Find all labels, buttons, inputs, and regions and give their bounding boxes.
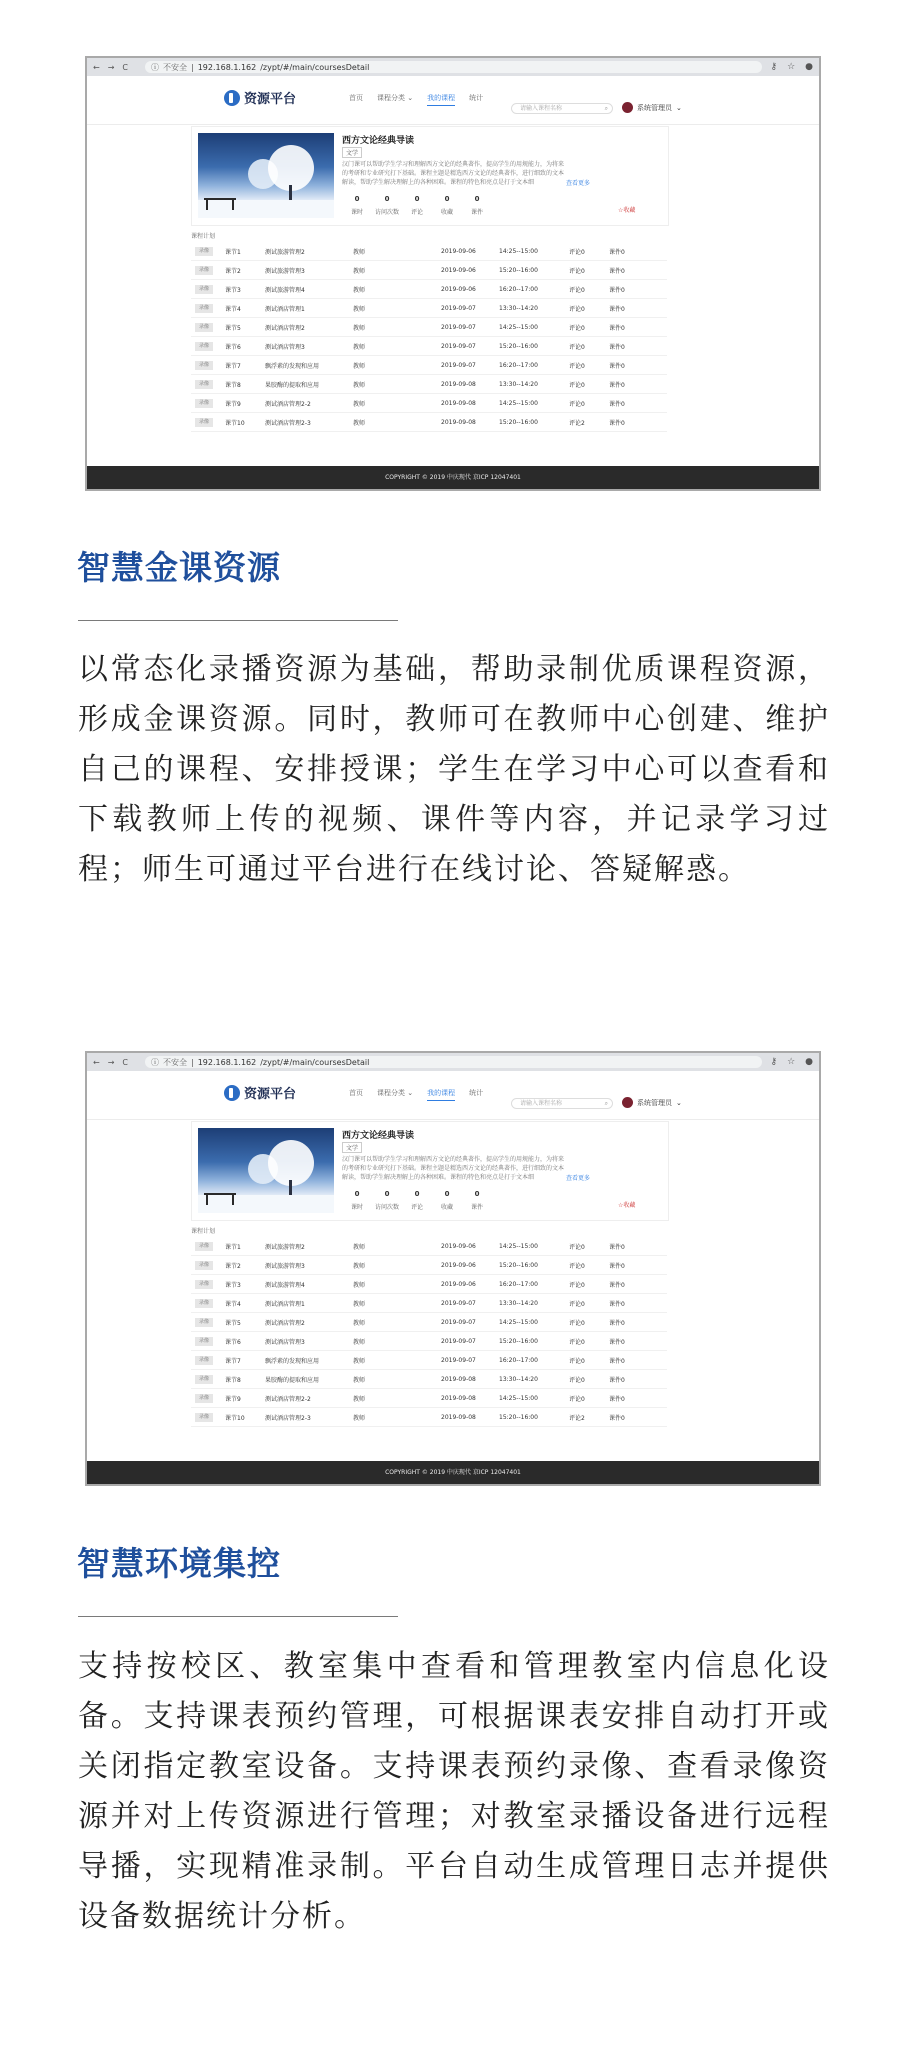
stat-visits: 0 访问次数 [374,1190,399,1211]
table-row[interactable]: 录像 课节1 测试旅游管理2 教师 2019-09-06 14:25--15:00 评论0 课件0 [191,1237,667,1256]
screenshot-1 [85,56,821,491]
info-icon: ⓘ [151,62,159,72]
url-host: 192.168.1.162 [197,1057,257,1067]
nav-home[interactable]: 首页 [349,94,363,102]
course-title: 西方文论经典导读 [342,1131,415,1141]
table-row[interactable]: 录像 课节4 测试酒店管理1 教师 2019-09-07 13:30--14:20 评论0 课件0 [191,299,667,318]
back-icon[interactable]: ← [93,62,100,72]
search-icon[interactable]: ⌕ [604,105,608,112]
stat-materials: 0 课件 [470,1190,483,1211]
user-name: 系统管理员 [637,103,672,112]
stat-favorites: 0 收藏 [440,195,453,216]
user-name: 系统管理员 [637,1098,672,1107]
address-bar[interactable] [145,1056,762,1068]
separator: | [191,62,194,72]
course-card [191,1121,669,1221]
nav-stats[interactable]: 统计 [469,94,484,102]
chevron-down-icon: ⌄ [676,1098,682,1107]
nav-stats[interactable]: 统计 [469,1089,484,1097]
section-heading-1: 智慧金课资源 [77,548,281,587]
insecure-label: 不安全 [163,62,187,72]
insecure-label: 不安全 [163,1057,187,1067]
course-cover-image[interactable] [198,1128,334,1213]
screenshot-2 [85,1051,821,1486]
url-path: /zypt/#/main/coursesDetail [260,62,370,72]
course-tag: 文学 [342,1142,362,1153]
site-footer: COPYRIGHT © 2019 中庆现代 京ICP 12047401 [87,466,819,489]
logo-icon [224,1085,240,1101]
star-icon[interactable]: ☆ [787,62,796,72]
search-icon[interactable]: ⌕ [604,1100,608,1107]
section-body-1: 以常态化录播资源为基础，帮助录制优质课程资源，形成金课资源。同时，教师可在教师中心创建、维护自己的课程、安排授课；学生在学习中心可以查看和下载教师上传的视频、课件等内容，并记录学习过程；师生可通过平台进行在线讨论、答疑解惑。 [78,652,830,887]
chevron-down-icon: ⌄ [676,103,682,112]
more-link[interactable]: 查看更多 [566,1175,591,1182]
address-bar[interactable] [145,61,762,73]
table-row[interactable]: 录像 课节5 测试酒店管理2 教师 2019-09-07 14:25--15:00 评论0 课件0 [191,1313,667,1332]
reload-icon[interactable]: C [122,62,128,72]
url-path: /zypt/#/main/coursesDetail [260,1057,370,1067]
table-row[interactable]: 录像 课节1 测试旅游管理2 教师 2019-09-06 14:25--15:00 评论0 课件0 [191,242,667,261]
star-icon[interactable]: ☆ [787,1057,796,1067]
table-row[interactable]: 录像 课节10 测试酒店管理2-3 教师 2019-09-08 15:20--16:00 评论2 课件0 [191,1408,667,1427]
site-footer: COPYRIGHT © 2019 中庆现代 京ICP 12047401 [87,1461,819,1484]
forward-icon[interactable]: → [107,1057,115,1067]
schedule-label: 课程计划 [191,233,216,240]
main-nav [349,1088,483,1101]
stat-favorites: 0 收藏 [440,1190,453,1211]
table-row[interactable]: 录像 课节6 测试酒店管理3 教师 2019-09-07 15:20--16:00 评论0 课件0 [191,337,667,356]
user-menu[interactable] [622,1097,682,1108]
key-icon[interactable]: ⚷ [770,1057,778,1067]
favorite-button[interactable]: ☆收藏 [618,207,636,214]
nav-my-courses[interactable]: 我的课程 [427,93,455,106]
account-icon[interactable]: ● [805,1057,813,1067]
user-menu[interactable] [622,102,682,113]
table-row[interactable]: 录像 课节2 测试旅游管理3 教师 2019-09-06 15:20--16:00 评论0 课件0 [191,261,667,280]
table-row[interactable]: 录像 课节6 测试酒店管理3 教师 2019-09-07 15:20--16:00 评论0 课件0 [191,1332,667,1351]
course-description: 汉门课可以帮助学生学习和理解西方文论的经典著作，提高学生的用规能力，为将来的考研和专业研究打下基础。课程主题是精选西方文论的经典著作，进行细致的文本解读，帮助学生解决理解上的各种困难。课程的特色和亮点是打于文本细 [342,1156,565,1181]
avatar [622,1097,633,1108]
course-stats [342,1190,492,1211]
table-row[interactable]: 录像 课节3 测试旅游管理4 教师 2019-09-06 16:20--17:00 评论0 课件0 [191,280,667,299]
table-row[interactable]: 录像 课节7 飘浮素的发现和应用 教师 2019-09-07 16:20--17:00 评论0 课件0 [191,1351,667,1370]
schedule-table [191,1237,667,1427]
course-title: 西方文论经典导读 [342,136,415,146]
schedule-table [191,242,667,432]
nav-home[interactable]: 首页 [349,1089,363,1097]
main-nav [349,93,483,106]
nav-categories[interactable]: 课程分类 ⌄ [377,94,414,102]
logo[interactable] [224,1083,296,1102]
search-input[interactable]: 请输入课程名称 ⌕ [511,1098,613,1109]
reload-icon[interactable]: C [122,1057,128,1067]
stat-comments: 0 评论 [410,1190,423,1211]
table-row[interactable]: 录像 课节4 测试酒店管理1 教师 2019-09-07 13:30--14:20 评论0 课件0 [191,1294,667,1313]
course-tag: 文学 [342,147,362,158]
stat-visits: 0 访问次数 [374,195,399,216]
stat-comments: 0 评论 [410,195,423,216]
browser-toolbar [87,1053,819,1071]
table-row[interactable]: 录像 课节10 测试酒店管理2-3 教师 2019-09-08 15:20--16:00 评论2 课件0 [191,413,667,432]
table-row[interactable]: 录像 课节9 测试酒店管理2-2 教师 2019-09-08 14:25--15:00 评论0 课件0 [191,394,667,413]
search-input[interactable]: 请输入课程名称 ⌕ [511,103,613,114]
back-icon[interactable]: ← [93,1057,100,1067]
section-body-2: 支持按校区、教室集中查看和管理教室内信息化设备。支持课表预约管理，可根据课表安排自动打开或关闭指定教室设备。支持课表预约录像、查看录像资源并对上传资源进行管理；对教室录播设备进行远程导播，实现精准录制。平台自动生成管理日志并提供设备数据统计分析。 [78,1649,830,1934]
table-row[interactable]: 录像 课节8 果胶酶的提取和应用 教师 2019-09-08 13:30--14:20 评论0 课件0 [191,375,667,394]
logo[interactable] [224,88,296,107]
stat-lessons: 0 课时 [350,195,363,216]
table-row[interactable]: 录像 课节5 测试酒店管理2 教师 2019-09-07 14:25--15:00 评论0 课件0 [191,318,667,337]
site-header [87,76,819,125]
table-row[interactable]: 录像 课节7 飘浮素的发现和应用 教师 2019-09-07 16:20--17:00 评论0 课件0 [191,356,667,375]
table-row[interactable]: 录像 课节2 测试旅游管理3 教师 2019-09-06 15:20--16:00 评论0 课件0 [191,1256,667,1275]
divider [78,1616,398,1617]
course-card [191,126,669,226]
nav-my-courses[interactable]: 我的课程 [427,1088,455,1101]
section-heading-2: 智慧环境集控 [77,1544,281,1583]
more-link[interactable]: 查看更多 [566,180,591,187]
schedule-label: 课程计划 [191,1228,216,1235]
nav-categories[interactable]: 课程分类 ⌄ [377,1089,414,1097]
account-icon[interactable]: ● [805,62,813,72]
separator: | [191,1057,194,1067]
stat-lessons: 0 课时 [350,1190,363,1211]
course-cover-image[interactable] [198,133,334,218]
logo-text: 资源平台 [244,92,297,107]
browser-toolbar [87,58,819,76]
table-row[interactable]: 录像 课节9 测试酒店管理2-2 教师 2019-09-08 14:25--15:00 评论0 课件0 [191,1389,667,1408]
key-icon[interactable]: ⚷ [770,62,778,72]
forward-icon[interactable]: → [107,62,115,72]
table-row[interactable]: 录像 课节8 果胶酶的提取和应用 教师 2019-09-08 13:30--14:20 评论0 课件0 [191,1370,667,1389]
table-row[interactable]: 录像 课节3 测试旅游管理4 教师 2019-09-06 16:20--17:00 评论0 课件0 [191,1275,667,1294]
stat-materials: 0 课件 [470,195,483,216]
logo-icon [224,90,240,106]
url-host: 192.168.1.162 [197,62,257,72]
logo-text: 资源平台 [244,1087,297,1102]
favorite-button[interactable]: ☆收藏 [618,1202,636,1209]
avatar [622,102,633,113]
site-header [87,1071,819,1120]
info-icon: ⓘ [151,1057,159,1067]
course-stats [342,195,492,216]
divider [78,620,398,621]
course-description: 汉门课可以帮助学生学习和理解西方文论的经典著作，提高学生的用规能力，为将来的考研和专业研究打下基础。课程主题是精选西方文论的经典著作，进行细致的文本解读，帮助学生解决理解上的各种困难。课程的特色和亮点是打于文本细 [342,161,565,186]
